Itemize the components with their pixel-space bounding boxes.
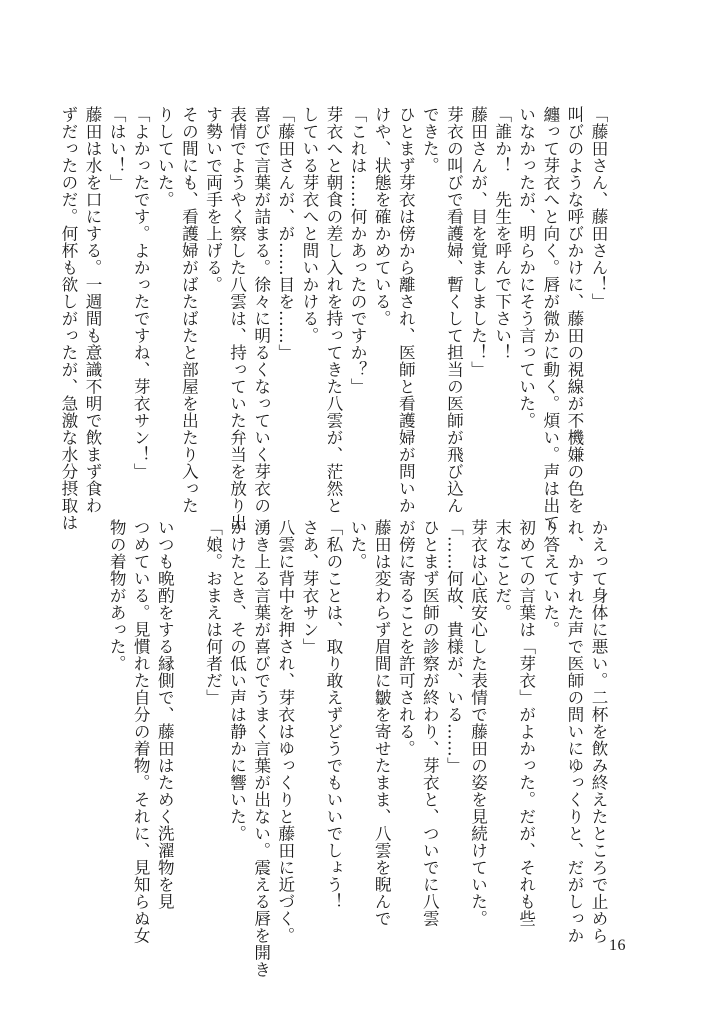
text-line: かえって身体に悪い。二杯を飲み終えたところで止めら [589, 519, 608, 944]
text-line: 芽衣へと朝食の差し入れを持ってきた八雲が、茫然と [323, 106, 343, 514]
text-line: 「……何故、貴様が、いる……」 [444, 519, 464, 774]
text-line: 表情でようやく察した八雲は、持っていた弁当を放り出 [227, 106, 247, 531]
text-line: 纏って芽衣へと向く。唇が微かに動く。煩い。声は出て [540, 106, 560, 531]
text-block-bottom [104, 519, 610, 978]
text-line: 「これは……何かあったのですか？」 [348, 106, 368, 395]
text-line: 「はい！」 [107, 106, 127, 191]
text-line: 「よかったです。よかったですね、芽衣サン！」 [131, 106, 151, 480]
text-line: している芽衣へと問いかける。 [299, 106, 319, 344]
text-line: その間にも、看護婦がばたばたと部屋を出たり入った [179, 106, 199, 514]
text-line: 芽衣の叫びで看護婦、暫くして担当の医師が飛び込ん [444, 106, 464, 514]
text-line: 叫びのような呼びかけに、藤田の視線が不機嫌の色を [564, 106, 584, 514]
text-line: 「誰か！ 先生を呼んで下さい！ [492, 106, 512, 361]
text-line: さあ、芽衣サン」 [299, 519, 319, 655]
text-line: 「藤田さん、藤田さん！」 [589, 106, 608, 310]
text-line: 藤田さんが、目を覚ましました！」 [468, 106, 488, 378]
text-line: ひとまず医師の診察が終わり、芽衣と、ついでに八雲 [420, 519, 440, 927]
text-line: ひとまず芽衣は傍から離され、医師と看護婦が問いか [396, 106, 416, 514]
text-line: かけたとき、その低い声は静かに響いた。 [227, 519, 247, 842]
text-line: いなかったが、明らかにそう言っていた。 [516, 106, 536, 429]
text-line: 芽衣は心底安心した表情で藤田の姿を見続けていた。 [468, 519, 488, 927]
text-line: いつも晩酌をする縁側で、藤田はためく洗濯物を見 [155, 519, 175, 910]
text-line: 八雲に背中を押され、芽衣はゆっくりと藤田に近づく。 [275, 519, 295, 944]
text-line: 末なことだ。 [492, 519, 512, 621]
text-line: 喜びで言葉が詰まる。徐々に明るくなっていく芽衣の [251, 106, 271, 514]
text-block-top [56, 106, 610, 531]
text-line: ずだったのだ。何杯も欲しがったが、急激な水分摂取は [58, 106, 78, 531]
text-line: 初めての言葉は「芽衣」がよかった。だが、それも些 [516, 519, 536, 927]
text-line: 湧き上る言葉が喜びでうまく言葉が出ない。震える唇を開き [251, 519, 271, 978]
text-line: 「娘。おまえは何者だ」 [203, 519, 223, 706]
text-line: 藤田は変わらず眉間に皺を寄せたまま、八雲を睨んで [372, 519, 392, 927]
text-line: す勢いで両手を上げる。 [203, 106, 223, 293]
text-line: いた。 [348, 519, 368, 570]
text-line [176, 519, 200, 919]
text-line: れ、かすれた声で医師の問いにゆっくりと、だがしっか [564, 519, 584, 944]
text-line: つめている。見慣れた自分の着物。それに、見知らぬ女 [131, 519, 151, 944]
text-line: り答えていた。 [540, 519, 560, 638]
text-line: 藤田は水を口にする。一週間も意識不明で飲まず食わ [83, 106, 103, 514]
text-line: 「藤田さんが、が……目を……」 [275, 106, 295, 361]
text-line: が傍に寄ることを許可される。 [396, 519, 416, 757]
text-line: できた。 [420, 106, 440, 174]
text-line: りしていた。 [155, 106, 175, 208]
text-line: けや、状態を確かめている。 [372, 106, 392, 327]
text-line: 物の着物があった。 [107, 519, 127, 672]
text-line: 「私のことは、取り敢えずどうでもいいでしょう！ [323, 519, 343, 910]
page-number: 16 [609, 937, 626, 954]
